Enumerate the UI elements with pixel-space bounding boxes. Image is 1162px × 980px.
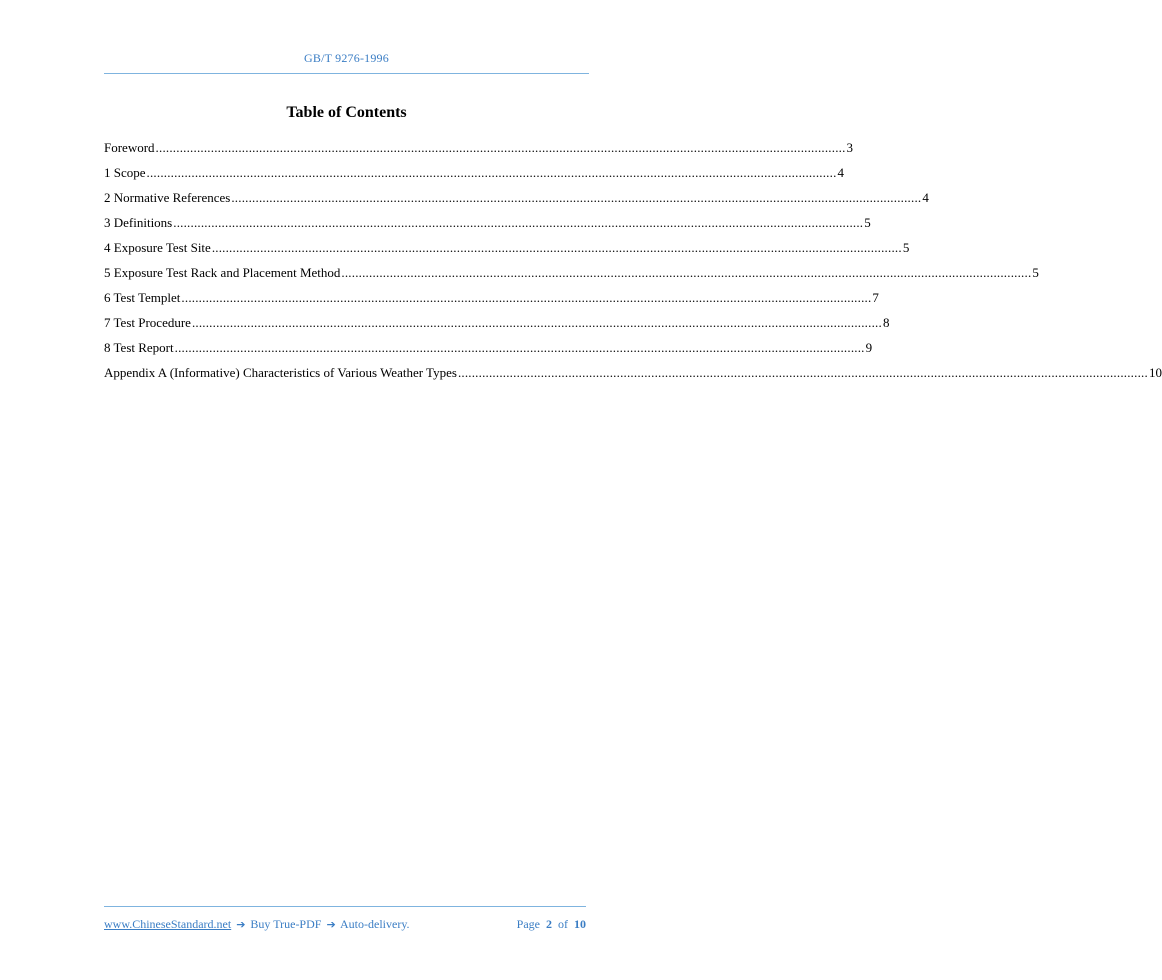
toc-entry[interactable] [104, 189, 929, 214]
toc-title: Table of Contents [286, 104, 407, 121]
toc-entry[interactable] [104, 164, 845, 189]
toc-entry-label: 5 Exposure Test Rack and Placement Method [104, 265, 341, 280]
toc-entry-page: 9 [865, 340, 873, 355]
toc-entry-label: 7 Test Procedure [104, 315, 191, 330]
toc-dot-leader: ........................................................................................................................................................................................................ [457, 365, 1148, 380]
toc-entry[interactable] [104, 314, 890, 339]
toc-entry-page: 4 [922, 190, 929, 205]
toc-dot-leader: ........................................................................................................................................................................................................ [181, 290, 872, 305]
total-page-number: 10 [574, 917, 586, 931]
toc-dot-leader: ........................................................................................................................................................................................................ [211, 240, 902, 255]
toc-entry-page: 5 [1032, 265, 1039, 280]
toc-entry-page: 3 [846, 140, 854, 155]
current-page-number: 2 [546, 917, 552, 931]
auto-delivery-text: Auto-delivery. [340, 917, 410, 931]
toc-entry[interactable] [104, 289, 879, 314]
toc-entry-label: Appendix A (Informative) Characteristics of Various Weather Types [104, 365, 457, 380]
toc-dot-leader: ........................................................................................................................................................................................................ [231, 190, 922, 205]
toc-list [104, 139, 1162, 389]
toc-entry-label: 3 Definitions [104, 215, 173, 230]
page-indicator [517, 917, 586, 932]
toc-entry[interactable] [104, 339, 873, 364]
running-header: GB/T 9276-1996 [304, 51, 389, 65]
toc-entry-label: Foreword [104, 140, 155, 155]
toc-entry[interactable] [104, 239, 910, 264]
toc-entry-page: 4 [837, 165, 845, 180]
toc-entry-page: 8 [882, 315, 890, 330]
toc-entry[interactable] [104, 364, 1162, 389]
toc-entry-label: 1 Scope [104, 165, 146, 180]
toc-entry-label: 8 Test Report [104, 340, 174, 355]
toc-entry-page: 10 [1148, 365, 1162, 380]
website-link[interactable]: www.ChineseStandard.net [104, 917, 232, 931]
toc-entry-page: 5 [864, 215, 871, 230]
toc-entry[interactable] [104, 139, 854, 164]
toc-dot-leader: ........................................................................................................................................................................................................ [146, 165, 837, 180]
toc-entry-label: 4 Exposure Test Site [104, 240, 211, 255]
right-arrow-icon: ➔ [236, 918, 246, 931]
toc-entry-page: 5 [902, 240, 910, 255]
of-word: of [558, 917, 568, 931]
page-word: Page [516, 917, 540, 931]
toc-dot-leader: ........................................................................................................................................................................................................ [155, 140, 846, 155]
buy-true-pdf-text: Buy True-PDF [250, 917, 322, 931]
footer-promo [104, 917, 410, 932]
footer-divider [104, 906, 586, 907]
toc-entry-label: 2 Normative References [104, 190, 231, 205]
toc-entry-label: 6 Test Templet [104, 290, 181, 305]
toc-dot-leader: ........................................................................................................................................................................................................ [341, 265, 1032, 280]
toc-entry-page: 7 [872, 290, 879, 305]
toc-dot-leader: ........................................................................................................................................................................................................ [191, 315, 882, 330]
toc-entry[interactable] [104, 264, 1039, 289]
toc-dot-leader: ........................................................................................................................................................................................................ [174, 340, 865, 355]
header-divider [104, 73, 589, 74]
toc-entry[interactable] [104, 214, 871, 239]
toc-dot-leader: ........................................................................................................................................................................................................ [173, 215, 864, 230]
right-arrow-icon: ➔ [326, 918, 336, 931]
